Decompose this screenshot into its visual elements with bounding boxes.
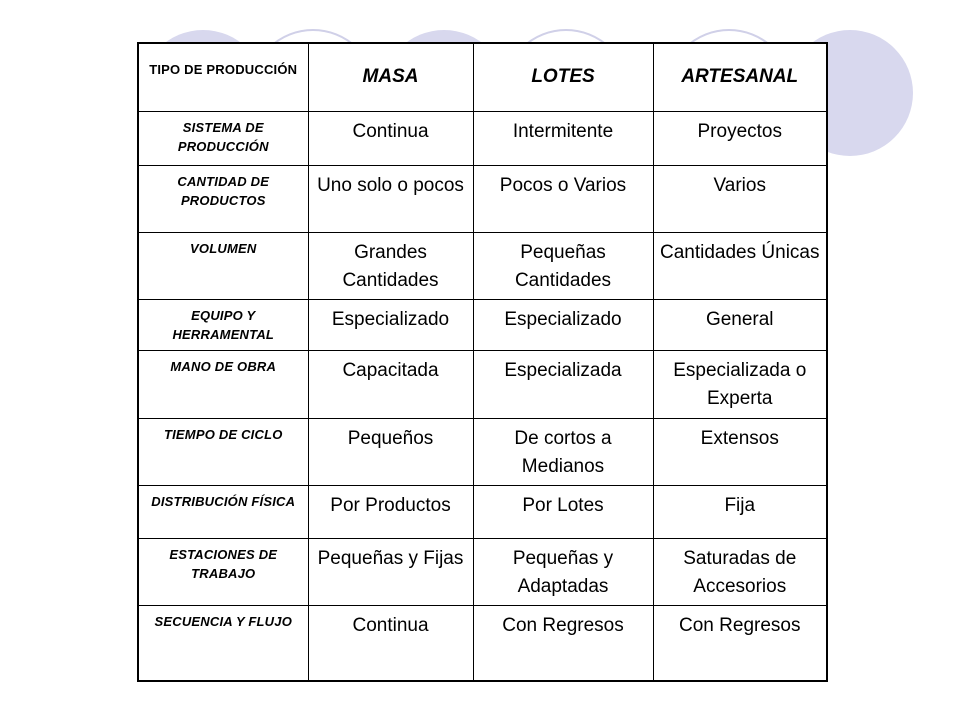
cell-artesanal: Extensos (653, 418, 827, 485)
table-row (138, 605, 827, 681)
table-row (138, 485, 827, 538)
cell-lotes: Intermitente (473, 111, 653, 165)
cell-lotes: Pequeñas y Adaptadas (473, 538, 653, 605)
row-label: SISTEMA DE PRODUCCIÓN (138, 111, 308, 165)
cell-masa: Uno solo o pocos (308, 165, 473, 232)
row-label: DISTRIBUCIÓN FÍSICA (138, 485, 308, 538)
cell-artesanal: Especializada o Experta (653, 350, 827, 418)
cell-lotes: Pequeñas Cantidades (473, 232, 653, 299)
row-label: MANO DE OBRA (138, 350, 308, 418)
cell-artesanal: Fija (653, 485, 827, 538)
production-types-table-wrap (137, 42, 826, 680)
cell-masa: Continua (308, 605, 473, 681)
header-col-lotes: LOTES (473, 43, 653, 111)
header-label-cell: TIPO DE PRODUCCIÓN (138, 43, 308, 111)
table-row (138, 538, 827, 605)
row-label: EQUIPO Y HERRAMENTAL (138, 299, 308, 350)
table-row (138, 299, 827, 350)
cell-artesanal: Saturadas de Accesorios (653, 538, 827, 605)
cell-lotes: Especializado (473, 299, 653, 350)
cell-artesanal: Con Regresos (653, 605, 827, 681)
cell-masa: Grandes Cantidades (308, 232, 473, 299)
cell-lotes: De cortos a Medianos (473, 418, 653, 485)
table-row (138, 232, 827, 299)
cell-lotes: Especializada (473, 350, 653, 418)
table-row (138, 111, 827, 165)
row-label: ESTACIONES DE TRABAJO (138, 538, 308, 605)
cell-artesanal: General (653, 299, 827, 350)
header-col-masa: MASA (308, 43, 473, 111)
row-label: SECUENCIA Y FLUJO (138, 605, 308, 681)
cell-masa: Pequeños (308, 418, 473, 485)
cell-masa: Continua (308, 111, 473, 165)
production-types-table (137, 42, 828, 682)
table-row (138, 165, 827, 232)
table-row (138, 418, 827, 485)
cell-artesanal: Varios (653, 165, 827, 232)
header-col-artesanal: ARTESANAL (653, 43, 827, 111)
cell-masa: Capacitada (308, 350, 473, 418)
cell-lotes: Con Regresos (473, 605, 653, 681)
cell-lotes: Pocos o Varios (473, 165, 653, 232)
row-label: CANTIDAD DE PRODUCTOS (138, 165, 308, 232)
cell-lotes: Por Lotes (473, 485, 653, 538)
cell-masa: Por Productos (308, 485, 473, 538)
cell-masa: Pequeñas y Fijas (308, 538, 473, 605)
row-label: TIEMPO DE CICLO (138, 418, 308, 485)
cell-artesanal: Cantidades Únicas (653, 232, 827, 299)
table-row (138, 350, 827, 418)
header-row (138, 43, 827, 111)
cell-masa: Especializado (308, 299, 473, 350)
cell-artesanal: Proyectos (653, 111, 827, 165)
row-label: VOLUMEN (138, 232, 308, 299)
